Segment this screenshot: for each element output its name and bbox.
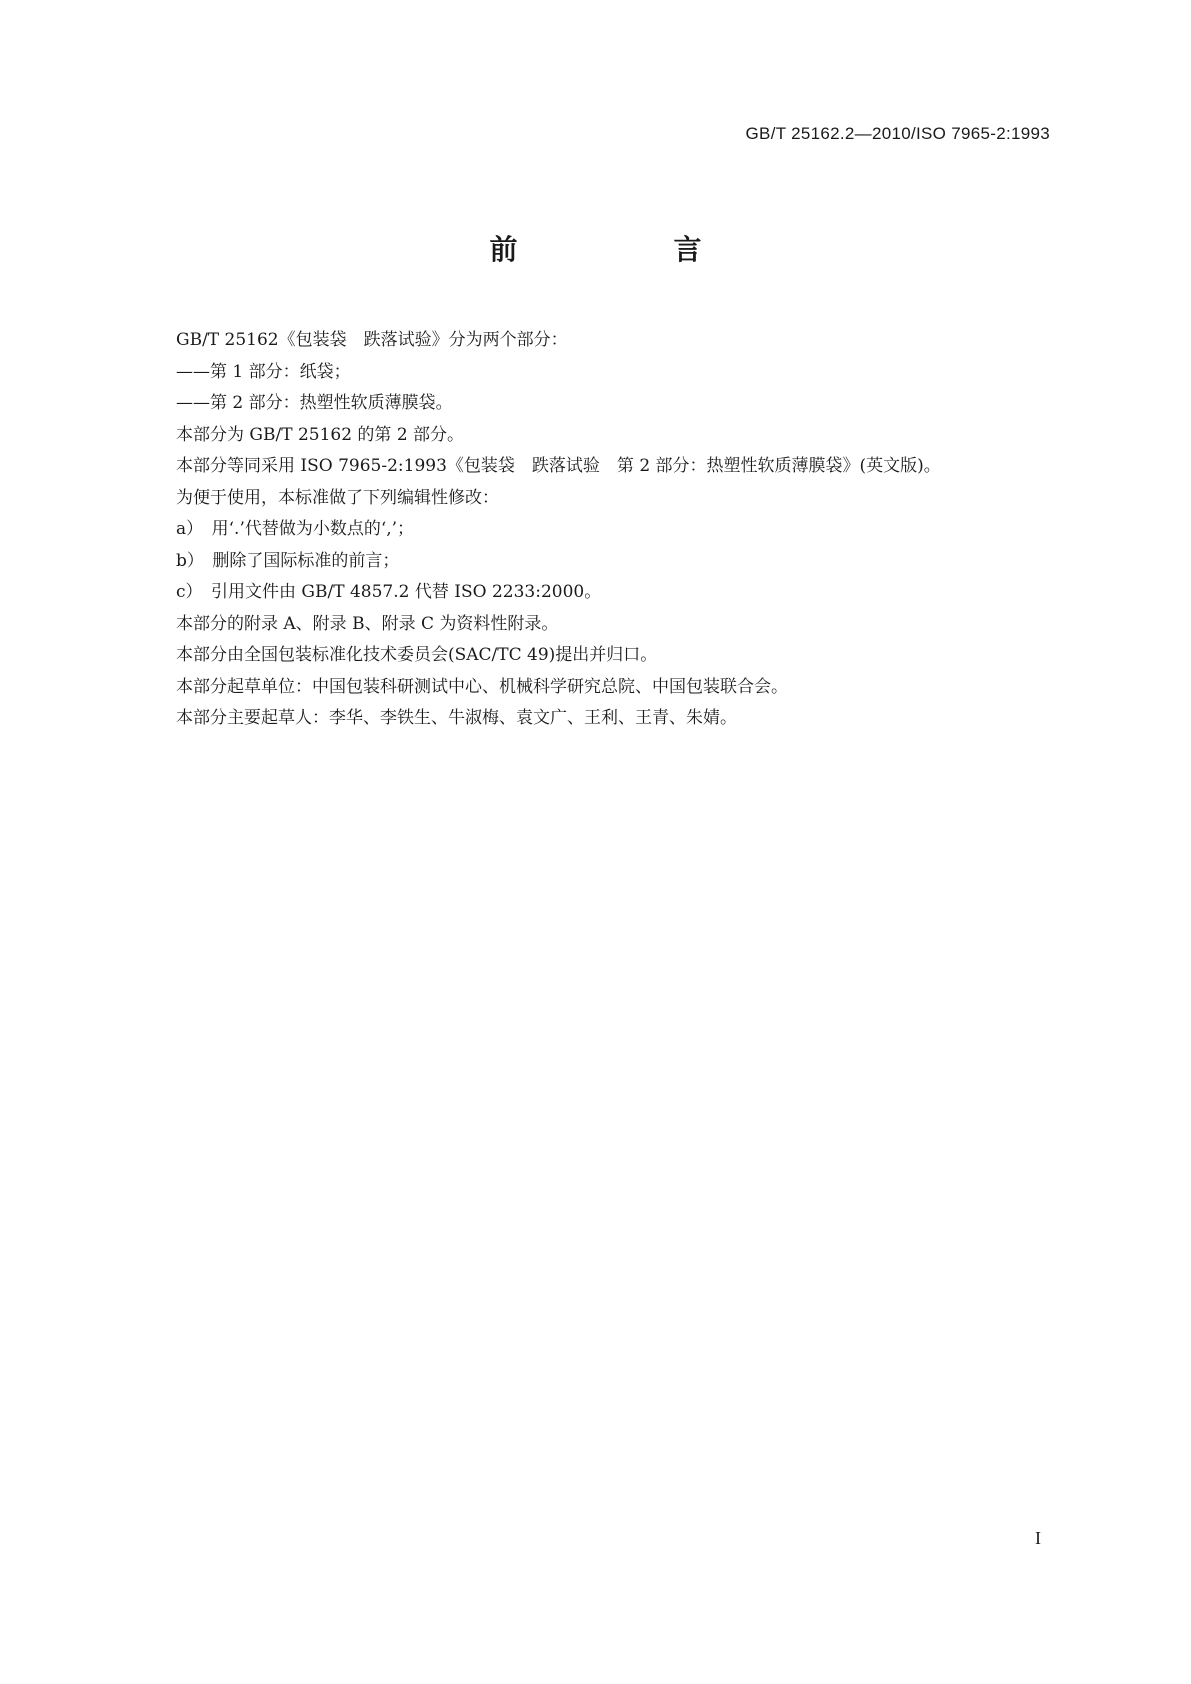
list-item-change-a: a） 用‘.’代替做为小数点的‘,’； <box>176 519 415 539</box>
list-item-part-1: ——第 1 部分：纸袋； <box>176 361 351 382</box>
list-item-change-c: c） 引用文件由 GB/T 4857.2 代替 ISO 2233:2000。 <box>176 582 602 602</box>
paragraph-drafting-units: 本部分起草单位：中国包装科研测试中心、机械科学研究总院、中国包装联合会。 <box>176 676 788 697</box>
list-item-change-b: b） 删除了国际标准的前言； <box>176 550 400 571</box>
paragraph-parts-intro: GB/T 25162《包装袋 跌落试验》分为两个部分： <box>176 330 568 350</box>
page-title: 前 言 <box>489 233 766 266</box>
standard-code-header: GB/T 25162.2—2010/ISO 7965-2:1993 <box>745 124 1050 143</box>
paragraph-annexes: 本部分的附录 A、附录 B、附录 C 为资料性附录。 <box>176 613 559 634</box>
paragraph-equivalent-adoption: 本部分等同采用 ISO 7965-2:1993《包装袋 跌落试验 第 2 部分：热塑性软质薄膜袋》(英文版)。 <box>176 456 941 476</box>
paragraph-proposed-by: 本部分由全国包装标准化技术委员会(SAC/TC 49)提出并归口。 <box>176 645 658 665</box>
page-number: I <box>1035 1528 1041 1548</box>
list-item-part-2: ——第 2 部分：热塑性软质薄膜袋。 <box>176 393 453 413</box>
paragraph-drafters: 本部分主要起草人：李华、李铁生、牛淑梅、袁文广、王利、王青、朱婧。 <box>176 708 737 728</box>
paragraph-this-part: 本部分为 GB/T 25162 的第 2 部分。 <box>176 424 465 445</box>
foreword-body <box>176 325 1076 735</box>
paragraph-editorial-changes: 为便于使用，本标准做了下列编辑性修改： <box>176 487 499 508</box>
